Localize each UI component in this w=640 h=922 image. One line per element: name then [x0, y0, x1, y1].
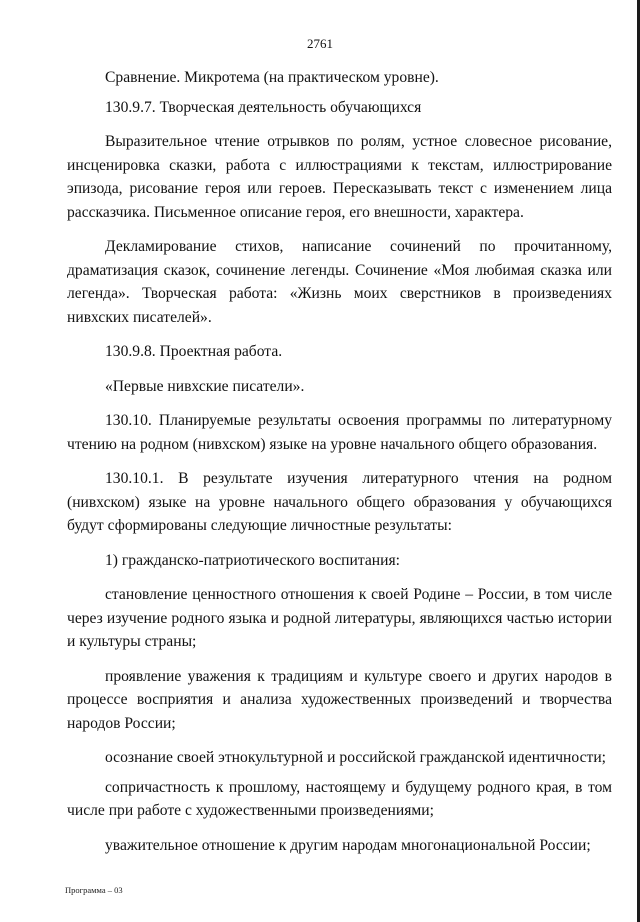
paragraph-section-130-10: 130.10. Планируемые результаты освоения программы по литературному чтению на родном (нивхском) языке на уровне начального общего образования. [67, 412, 612, 453]
paragraph-comparison: Сравнение. Микротема (на практическом уровне). [105, 69, 439, 86]
paragraph-civic-patriotic: 1) гражданско-патриотического воспитания: [105, 551, 400, 569]
paragraph-section-130-9-8: 130.9.8. Проектная работа. [105, 343, 283, 360]
paragraph-respectful-attitude: уважительное отношение к другим народам многонациональной России; [105, 836, 591, 854]
paragraph-value-attitude: становление ценностного отношения к своей Родине – России, в том числе через изучение родного языка и родной литературы, являющихся частью истории и культуры страны; [67, 586, 612, 650]
paragraph-section-130-10-1: 130.10.1. В результате изучения литературного чтения на родном (нивхском) языке на уровне начального общего образования у обучающихся будут сформированы следующие личностные результаты: [67, 470, 612, 534]
paragraph-first-writers: «Первые нивхские писатели». [105, 377, 305, 395]
page-number: 2761 [307, 36, 333, 51]
paragraph-complicity: сопричастность к прошлому, настоящему и будущему родного края, в том числе при работе с художественными произведениями; [67, 778, 612, 819]
paragraph-respect-traditions: проявление уважения к традициям и культуре своего и других народов в процессе восприятия и анализа художественных произведений и творчества народов России; [67, 667, 612, 732]
footer-label: Программа – 03 [65, 885, 123, 895]
paragraph-section-130-9-7: 130.9.7. Творческая деятельность обучающихся [105, 98, 422, 116]
paragraph-identity: осознание своей этнокультурной и российской гражданской идентичности; [105, 749, 607, 766]
paragraph-declamation: Декламирование стихов, написание сочинений по прочитанному, драматизация сказок, сочинение легенды. Сочинение «Моя любимая сказка или легенда». Творческая работа: «Жизнь моих сверстников в произведениях нивхских писателей». [67, 238, 612, 326]
paragraph-expressive-reading: Выразительное чтение отрывков по ролям, устное словесное рисование, инсценировка сказки, работа с иллюстрациями к текстам, иллюстрирование эпизода, рисование героя или героев. Пересказывать текст с изменением лица рассказчика. Письменное описание героя, его внешности, характера. [67, 133, 612, 221]
document-body [67, 66, 612, 868]
